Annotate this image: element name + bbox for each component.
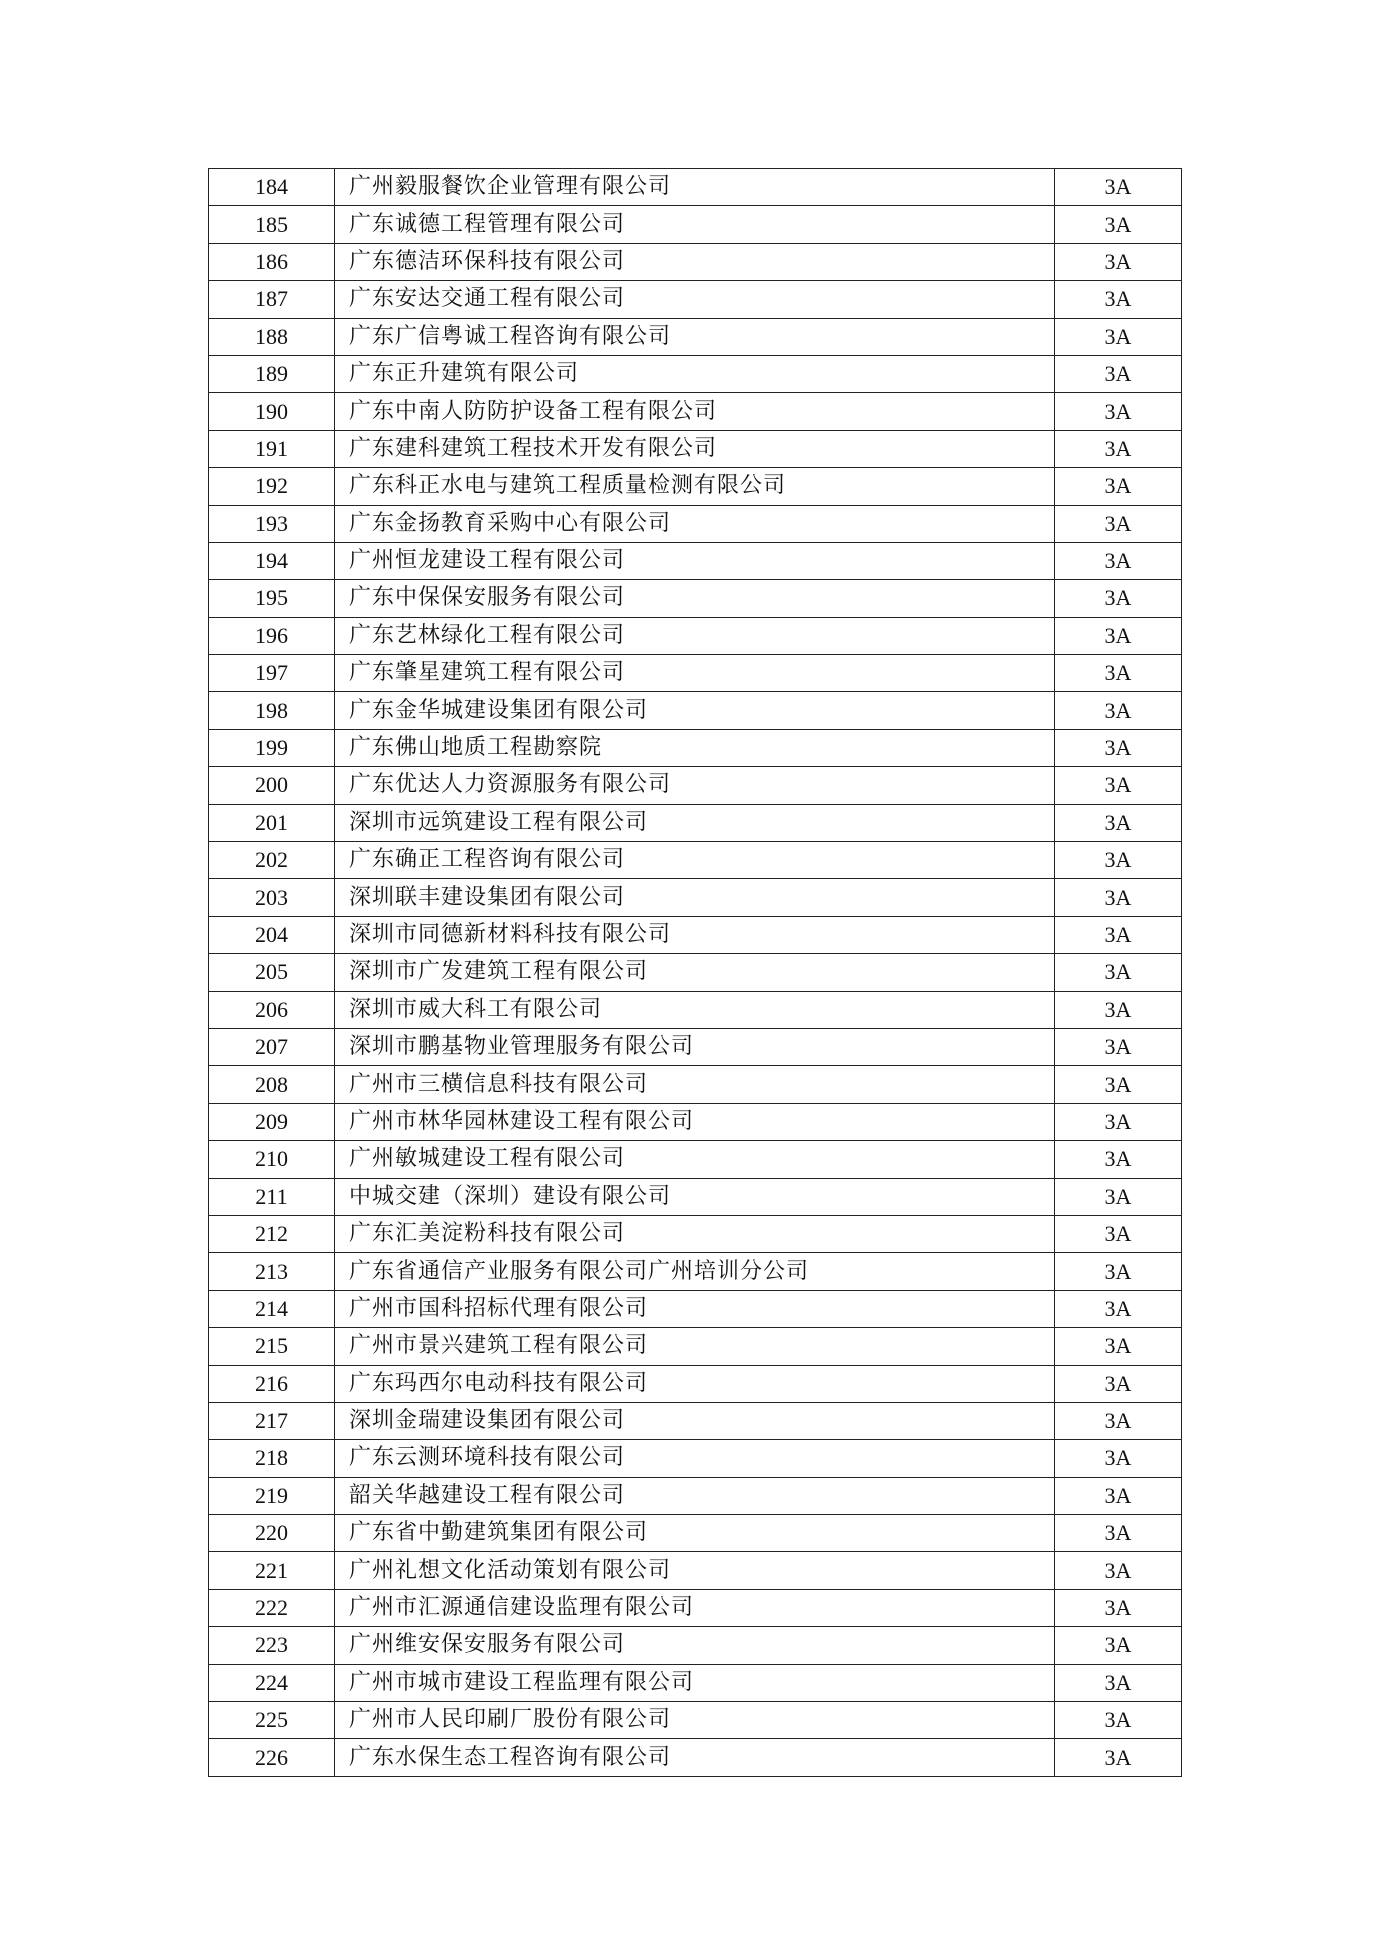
row-number: 202 (209, 842, 335, 879)
company-name: 广州市汇源通信建设监理有限公司 (335, 1589, 1055, 1626)
row-number: 205 (209, 954, 335, 991)
credit-grade: 3A (1055, 1664, 1182, 1701)
company-name: 深圳市威大科工有限公司 (335, 991, 1055, 1028)
company-name: 韶关华越建设工程有限公司 (335, 1477, 1055, 1514)
table-row (209, 1440, 1182, 1477)
credit-grade: 3A (1055, 505, 1182, 542)
credit-grade: 3A (1055, 580, 1182, 617)
company-name: 广东金扬教育采购中心有限公司 (335, 505, 1055, 542)
table-row (209, 692, 1182, 729)
credit-grade: 3A (1055, 1028, 1182, 1065)
row-number: 199 (209, 729, 335, 766)
company-name: 广东确正工程咨询有限公司 (335, 842, 1055, 879)
table-row (209, 355, 1182, 392)
credit-grade: 3A (1055, 1739, 1182, 1776)
table-row (209, 617, 1182, 654)
table-row (209, 430, 1182, 467)
company-name: 中城交建（深圳）建设有限公司 (335, 1178, 1055, 1215)
company-name: 广东正升建筑有限公司 (335, 355, 1055, 392)
company-name: 广东省中勤建筑集团有限公司 (335, 1515, 1055, 1552)
credit-grade: 3A (1055, 206, 1182, 243)
row-number: 192 (209, 468, 335, 505)
company-name: 深圳市鹏基物业管理服务有限公司 (335, 1028, 1055, 1065)
row-number: 193 (209, 505, 335, 542)
row-number: 195 (209, 580, 335, 617)
table-row (209, 505, 1182, 542)
table-row (209, 1477, 1182, 1514)
row-number: 186 (209, 243, 335, 280)
company-name: 广州恒龙建设工程有限公司 (335, 542, 1055, 579)
table-row (209, 1515, 1182, 1552)
table-row (209, 1103, 1182, 1140)
table-row (209, 767, 1182, 804)
credit-grade-table (208, 168, 1182, 1777)
table-row (209, 655, 1182, 692)
credit-grade: 3A (1055, 355, 1182, 392)
table-row (209, 1328, 1182, 1365)
row-number: 209 (209, 1103, 335, 1140)
credit-grade: 3A (1055, 1702, 1182, 1739)
company-name: 广州市人民印刷厂股份有限公司 (335, 1702, 1055, 1739)
credit-grade: 3A (1055, 1627, 1182, 1664)
row-number: 197 (209, 655, 335, 692)
company-name: 广东安达交通工程有限公司 (335, 281, 1055, 318)
row-number: 216 (209, 1365, 335, 1402)
table-row (209, 206, 1182, 243)
company-name: 广东金华城建设集团有限公司 (335, 692, 1055, 729)
row-number: 220 (209, 1515, 335, 1552)
row-number: 212 (209, 1215, 335, 1252)
row-number: 204 (209, 916, 335, 953)
row-number: 210 (209, 1141, 335, 1178)
credit-grade: 3A (1055, 542, 1182, 579)
row-number: 215 (209, 1328, 335, 1365)
table-row (209, 580, 1182, 617)
company-name: 广东科正水电与建筑工程质量检测有限公司 (335, 468, 1055, 505)
table-row (209, 318, 1182, 355)
credit-grade: 3A (1055, 1328, 1182, 1365)
row-number: 218 (209, 1440, 335, 1477)
table-row (209, 804, 1182, 841)
credit-grade: 3A (1055, 804, 1182, 841)
row-number: 211 (209, 1178, 335, 1215)
credit-grade: 3A (1055, 1141, 1182, 1178)
company-name: 广东广信粤诚工程咨询有限公司 (335, 318, 1055, 355)
table-row (209, 169, 1182, 206)
row-number: 225 (209, 1702, 335, 1739)
table-row (209, 954, 1182, 991)
table-row (209, 879, 1182, 916)
credit-grade: 3A (1055, 991, 1182, 1028)
table-row (209, 393, 1182, 430)
company-name: 广东中保保安服务有限公司 (335, 580, 1055, 617)
table-row (209, 542, 1182, 579)
table-row (209, 1589, 1182, 1626)
credit-grade: 3A (1055, 1178, 1182, 1215)
credit-grade: 3A (1055, 879, 1182, 916)
credit-grade: 3A (1055, 318, 1182, 355)
row-number: 221 (209, 1552, 335, 1589)
company-name: 广州市景兴建筑工程有限公司 (335, 1328, 1055, 1365)
row-number: 188 (209, 318, 335, 355)
row-number: 196 (209, 617, 335, 654)
table-row (209, 1141, 1182, 1178)
table-row (209, 1215, 1182, 1252)
company-name: 广州敏城建设工程有限公司 (335, 1141, 1055, 1178)
table-row (209, 243, 1182, 280)
table-row (209, 729, 1182, 766)
company-name: 深圳联丰建设集团有限公司 (335, 879, 1055, 916)
table-row (209, 1627, 1182, 1664)
table-row (209, 1702, 1182, 1739)
company-name: 广州市城市建设工程监理有限公司 (335, 1664, 1055, 1701)
row-number: 200 (209, 767, 335, 804)
company-name: 广东诚德工程管理有限公司 (335, 206, 1055, 243)
company-name: 广州市林华园林建设工程有限公司 (335, 1103, 1055, 1140)
company-name: 深圳市同德新材料科技有限公司 (335, 916, 1055, 953)
row-number: 219 (209, 1477, 335, 1514)
company-name: 广东汇美淀粉科技有限公司 (335, 1215, 1055, 1252)
row-number: 208 (209, 1066, 335, 1103)
credit-grade: 3A (1055, 617, 1182, 654)
row-number: 222 (209, 1589, 335, 1626)
credit-grade: 3A (1055, 729, 1182, 766)
row-number: 194 (209, 542, 335, 579)
company-name: 广东肇星建筑工程有限公司 (335, 655, 1055, 692)
row-number: 191 (209, 430, 335, 467)
table-row (209, 1739, 1182, 1776)
company-name: 广东水保生态工程咨询有限公司 (335, 1739, 1055, 1776)
table-row (209, 991, 1182, 1028)
row-number: 224 (209, 1664, 335, 1701)
credit-grade: 3A (1055, 243, 1182, 280)
row-number: 214 (209, 1290, 335, 1327)
company-name: 广东玛西尔电动科技有限公司 (335, 1365, 1055, 1402)
company-name: 广东优达人力资源服务有限公司 (335, 767, 1055, 804)
row-number: 190 (209, 393, 335, 430)
row-number: 207 (209, 1028, 335, 1065)
company-name: 广东建科建筑工程技术开发有限公司 (335, 430, 1055, 467)
row-number: 217 (209, 1402, 335, 1439)
company-name: 广东省通信产业服务有限公司广州培训分公司 (335, 1253, 1055, 1290)
credit-grade: 3A (1055, 1365, 1182, 1402)
table-row (209, 1253, 1182, 1290)
credit-grade: 3A (1055, 430, 1182, 467)
credit-grade: 3A (1055, 1477, 1182, 1514)
company-name: 广东艺林绿化工程有限公司 (335, 617, 1055, 654)
company-name: 广东中南人防防护设备工程有限公司 (335, 393, 1055, 430)
company-name: 广州市三横信息科技有限公司 (335, 1066, 1055, 1103)
row-number: 206 (209, 991, 335, 1028)
credit-grade: 3A (1055, 1290, 1182, 1327)
table-row (209, 1028, 1182, 1065)
table-row (209, 842, 1182, 879)
row-number: 185 (209, 206, 335, 243)
table-row (209, 1402, 1182, 1439)
credit-grade: 3A (1055, 954, 1182, 991)
credit-grade: 3A (1055, 1589, 1182, 1626)
row-number: 213 (209, 1253, 335, 1290)
company-name: 深圳市广发建筑工程有限公司 (335, 954, 1055, 991)
table-row (209, 1066, 1182, 1103)
row-number: 187 (209, 281, 335, 318)
row-number: 189 (209, 355, 335, 392)
table-row (209, 1552, 1182, 1589)
row-number: 201 (209, 804, 335, 841)
credit-grade: 3A (1055, 767, 1182, 804)
table-row (209, 1365, 1182, 1402)
company-name: 广州维安保安服务有限公司 (335, 1627, 1055, 1664)
row-number: 223 (209, 1627, 335, 1664)
credit-grade: 3A (1055, 1215, 1182, 1252)
company-name: 广州市国科招标代理有限公司 (335, 1290, 1055, 1327)
credit-grade: 3A (1055, 1552, 1182, 1589)
credit-grade: 3A (1055, 468, 1182, 505)
company-name: 广东云测环境科技有限公司 (335, 1440, 1055, 1477)
credit-grade: 3A (1055, 1253, 1182, 1290)
credit-grade: 3A (1055, 281, 1182, 318)
company-name: 深圳市远筑建设工程有限公司 (335, 804, 1055, 841)
table-row (209, 1290, 1182, 1327)
credit-grade: 3A (1055, 916, 1182, 953)
table-body (209, 169, 1182, 1777)
table-row (209, 281, 1182, 318)
credit-grade: 3A (1055, 1440, 1182, 1477)
company-name: 深圳金瑞建设集团有限公司 (335, 1402, 1055, 1439)
company-name: 广州毅服餐饮企业管理有限公司 (335, 169, 1055, 206)
table-row (209, 1178, 1182, 1215)
company-name: 广东德洁环保科技有限公司 (335, 243, 1055, 280)
credit-grade: 3A (1055, 692, 1182, 729)
table-row (209, 1664, 1182, 1701)
table-row (209, 468, 1182, 505)
table-row (209, 916, 1182, 953)
row-number: 198 (209, 692, 335, 729)
credit-grade: 3A (1055, 169, 1182, 206)
credit-grade: 3A (1055, 1515, 1182, 1552)
row-number: 226 (209, 1739, 335, 1776)
credit-grade: 3A (1055, 1103, 1182, 1140)
credit-grade: 3A (1055, 1066, 1182, 1103)
credit-grade: 3A (1055, 1402, 1182, 1439)
row-number: 203 (209, 879, 335, 916)
row-number: 184 (209, 169, 335, 206)
company-name: 广东佛山地质工程勘察院 (335, 729, 1055, 766)
credit-grade: 3A (1055, 393, 1182, 430)
company-name: 广州礼想文化活动策划有限公司 (335, 1552, 1055, 1589)
credit-grade: 3A (1055, 842, 1182, 879)
credit-grade: 3A (1055, 655, 1182, 692)
